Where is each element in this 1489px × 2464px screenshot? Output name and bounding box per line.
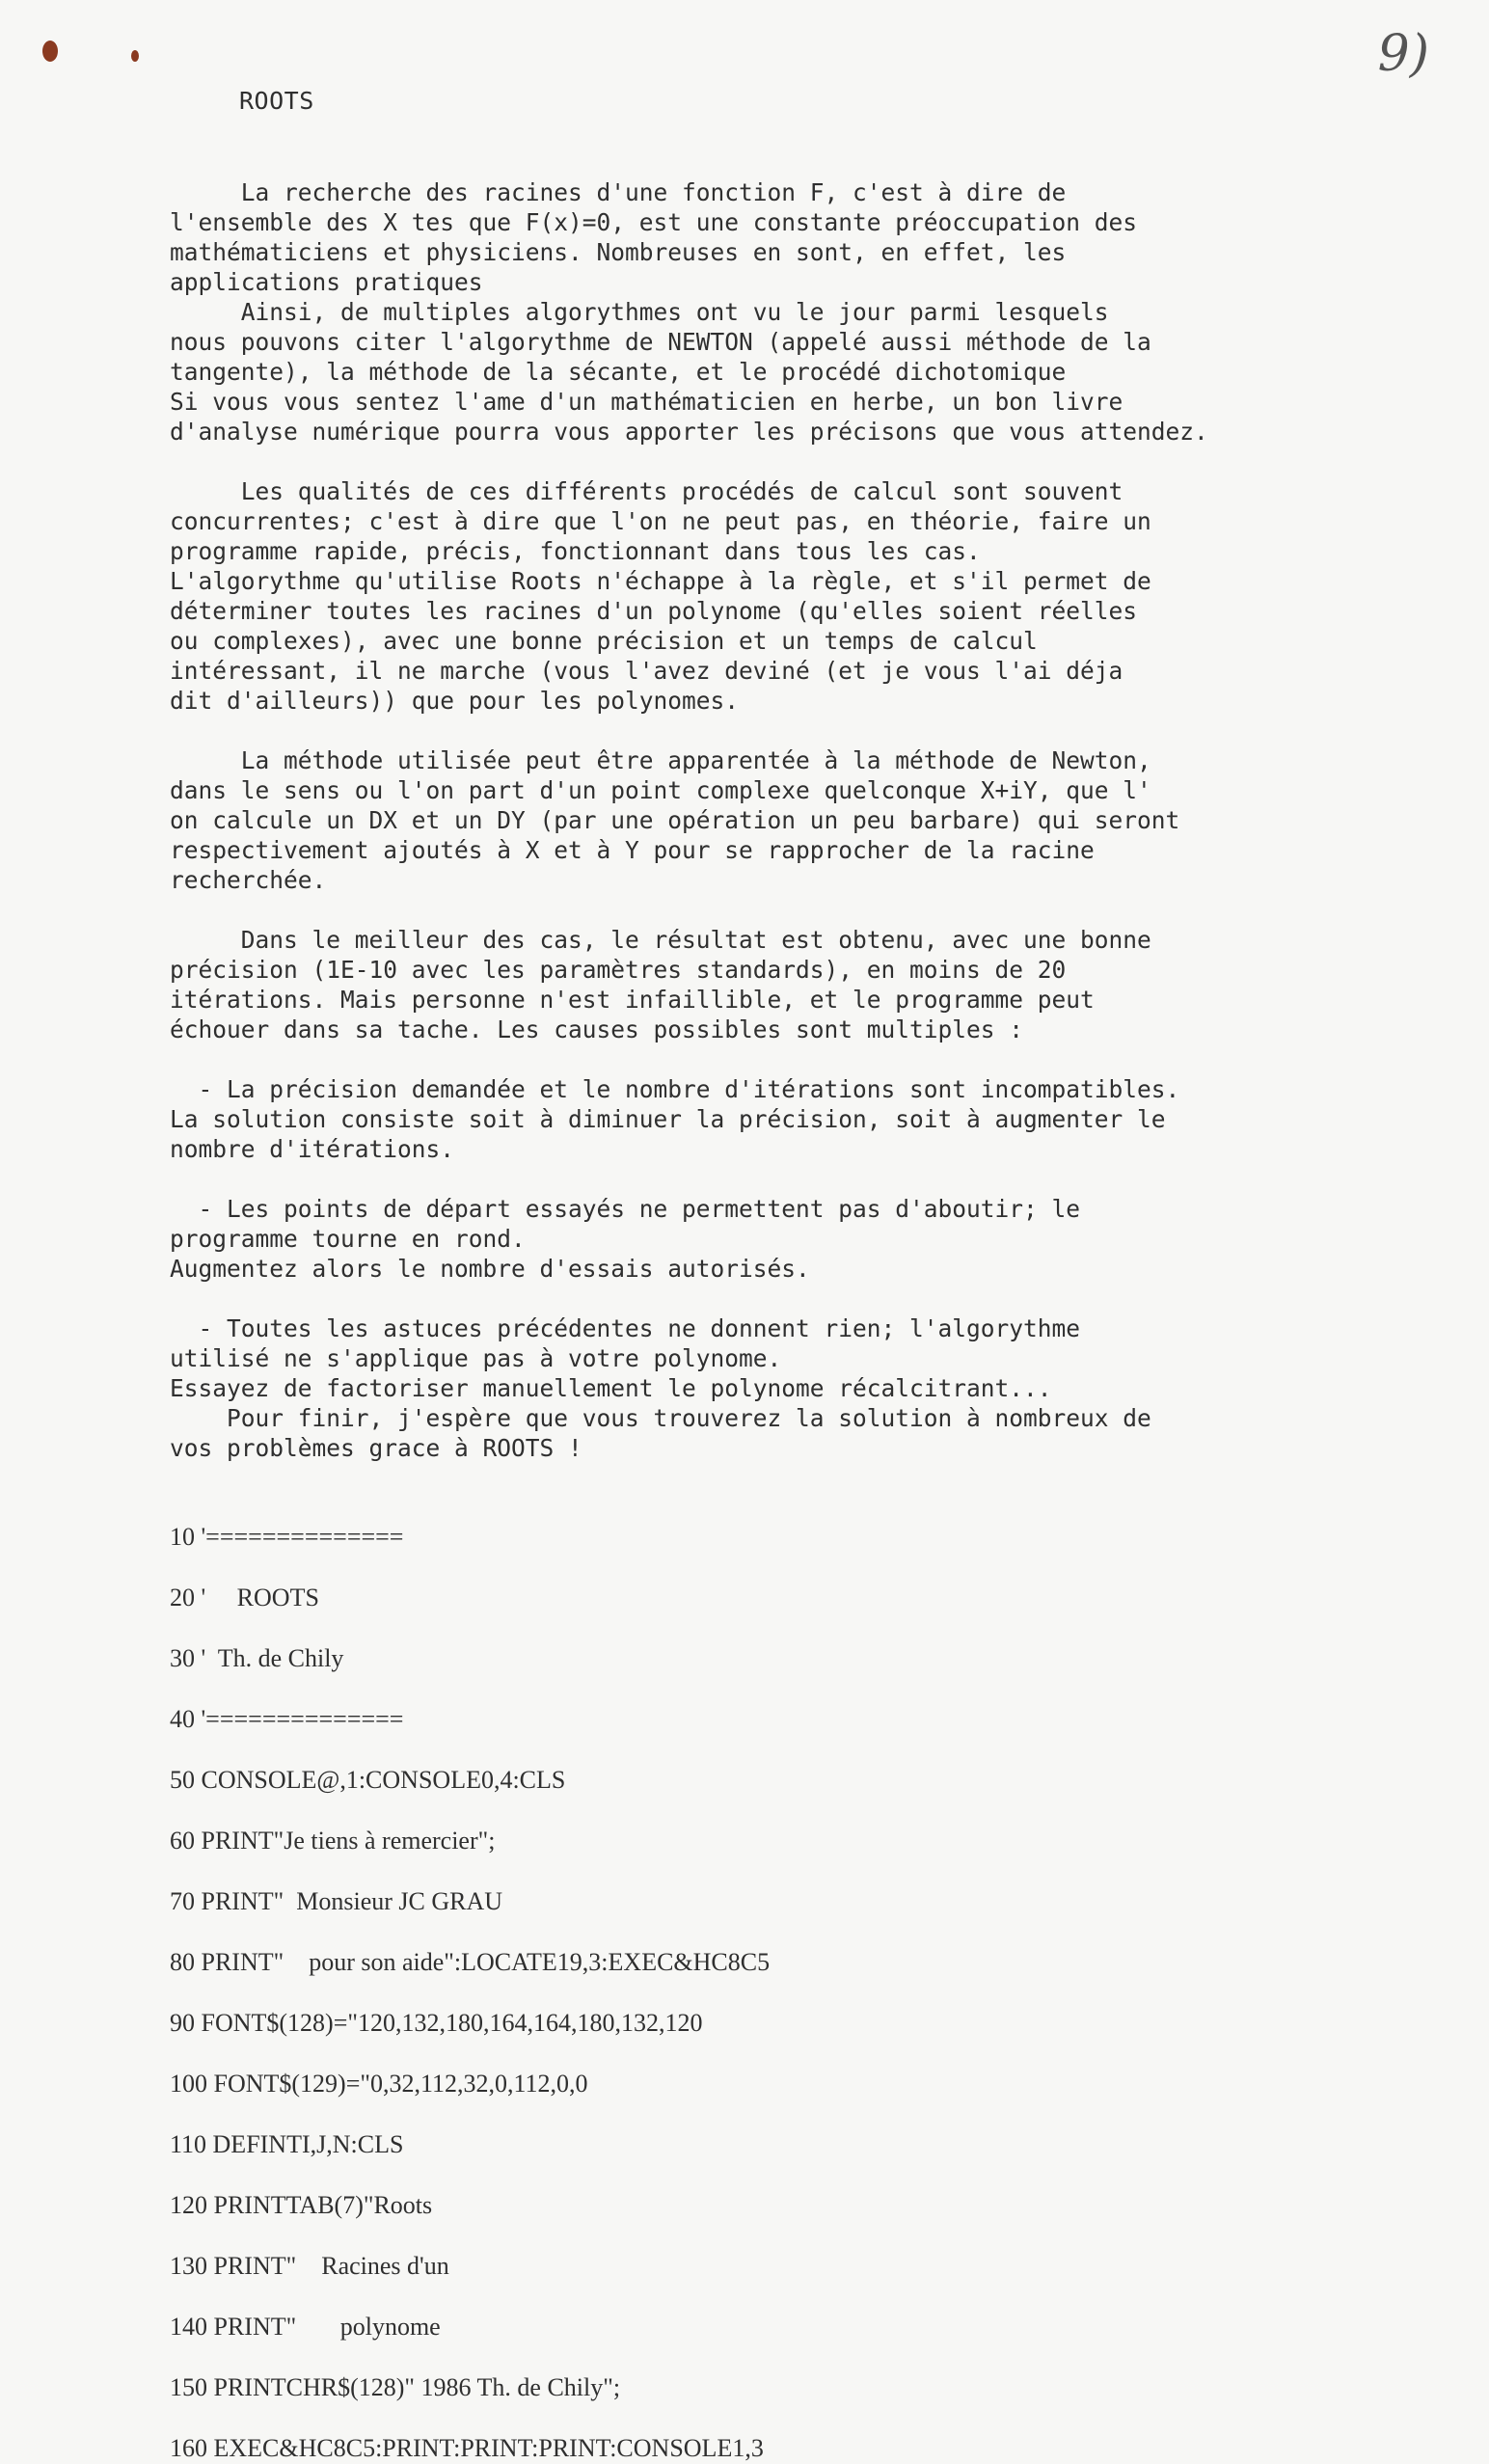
text-line: déterminer toutes les racines d'un polynome (qu'elles soient réelles [170,597,1138,625]
text-line: programme tourne en rond. [170,1225,526,1253]
text-line: précision (1E-10 avec les paramètres standards), en moins de 20 [170,956,1067,984]
text-line: Si vous vous sentez l'ame d'un mathématicien en herbe, un bon livre [170,388,1124,416]
text-line: Augmentez alors le nombre d'essais autorisés. [170,1255,810,1283]
text-line: mathématiciens et physiciens. Nombreuses en sont, en effet, les [170,238,1067,266]
code-line: 70 PRINT" Monsieur JC GRAU [170,1887,503,1915]
text-line: dans le sens ou l'on part d'un point complexe quelconque X+iY, que l' [170,776,1151,804]
text-line: Les qualités de ces différents procédés de calcul sont souvent [170,477,1124,505]
ink-spot [42,41,58,62]
code-line: 120 PRINTTAB(7)"Roots [170,2191,433,2219]
code-line: 80 PRINT" pour son aide":LOCATE19,3:EXEC&HC8C5 [170,1948,771,1976]
text-line: intéressant, il ne marche (vous l'avez deviné (et je vous l'ai déja [170,657,1124,685]
paragraph [170,925,1308,1044]
code-line: 150 PRINTCHR$(128)" 1986 Th. de Chily"; [170,2373,621,2401]
text-line: itérations. Mais personne n'est infaillible, et le programme peut [170,986,1095,1014]
code-line: 140 PRINT" polynome [170,2313,441,2341]
text-line: on calcule un DX et un DY (par une opération un peu barbare) qui seront [170,806,1180,834]
paragraph [170,177,1308,447]
text-line: concurrentes; c'est à dire que l'on ne peut pas, en théorie, faire un [170,507,1151,535]
text-line: applications pratiques [170,268,483,296]
text-line: respectivement ajoutés à X et à Y pour se rapprocher de la racine [170,836,1095,864]
text-line: l'ensemble des X tes que F(x)=0, est une constante préoccupation des [170,208,1138,236]
text-line: - La précision demandée et le nombre d'itérations sont incompatibles. [170,1075,1180,1103]
paragraph [170,1074,1308,1164]
code-line: 130 PRINT" Racines d'un [170,2252,449,2280]
text-line: - Toutes les astuces précédentes ne donnent rien; l'algorythme [170,1314,1081,1342]
code-line: 20 ' ROOTS [170,1584,319,1611]
text-line: Dans le meilleur des cas, le résultat est obtenu, avec une bonne [170,926,1151,954]
text-line: La solution consiste soit à diminuer la précision, soit à augmenter le [170,1105,1166,1133]
code-line: 50 CONSOLE@,1:CONSOLE0,4:CLS [170,1766,566,1794]
text-line: vos problèmes grace à ROOTS ! [170,1434,582,1462]
paragraph [170,745,1308,895]
document-body [170,177,1308,1463]
text-line: ou complexes), avec une bonne précision et un temps de calcul [170,627,1038,655]
text-line: - Les points de départ essayés ne permettent pas d'aboutir; le [170,1195,1081,1223]
paragraph [170,1313,1308,1463]
text-line: L'algorythme qu'utilise Roots n'échappe à la règle, et s'il permet de [170,567,1151,595]
text-line: La méthode utilisée peut être apparentée à la méthode de Newton, [170,746,1151,774]
text-line: échouer dans sa tache. Les causes possibles sont multiples : [170,1015,1024,1043]
text-line: d'analyse numérique pourra vous apporter les précisons que vous attendez. [170,418,1208,446]
text-line: tangente), la méthode de la sécante, et le procédé dichotomique [170,358,1067,386]
text-line: utilisé ne s'applique pas à votre polynome. [170,1344,782,1372]
code-line: 10 '============== [170,1523,404,1551]
text-line: Ainsi, de multiples algorythmes ont vu le jour parmi lesquels [170,298,1109,326]
ink-spot [131,50,139,62]
code-line: 90 FONT$(128)="120,132,180,164,164,180,132,120 [170,2009,703,2037]
text-line: Essayez de factoriser manuellement le polynome récalcitrant... [170,1374,1052,1402]
page-number: 9) [1377,25,1429,83]
document-title: ROOTS [239,87,314,115]
paragraph [170,1194,1308,1284]
code-line: 60 PRINT"Je tiens à remercier"; [170,1827,496,1855]
text-line: recherchée. [170,866,327,894]
text-line: dit d'ailleurs)) que pour les polynomes. [170,687,740,715]
text-line: programme rapide, précis, fonctionnant dans tous les cas. [170,537,981,565]
code-line: 100 FONT$(129)="0,32,112,32,0,112,0,0 [170,2070,588,2098]
code-line: 110 DEFINTI,J,N:CLS [170,2130,404,2158]
code-line: 160 EXEC&HC8C5:PRINT:PRINT:PRINT:CONSOLE1,3 [170,2434,764,2462]
code-line: 40 '============== [170,1705,404,1733]
text-line: La recherche des racines d'une fonction F, c'est à dire de [170,178,1067,206]
code-line: 30 ' Th. de Chily [170,1644,344,1672]
text-line: Pour finir, j'espère que vous trouverez la solution à nombreux de [170,1404,1151,1432]
text-line: nous pouvons citer l'algorythme de NEWTON (appelé aussi méthode de la [170,328,1151,356]
paragraph [170,476,1308,716]
text-line: nombre d'itérations. [170,1135,455,1163]
code-listing [170,1522,770,2464]
